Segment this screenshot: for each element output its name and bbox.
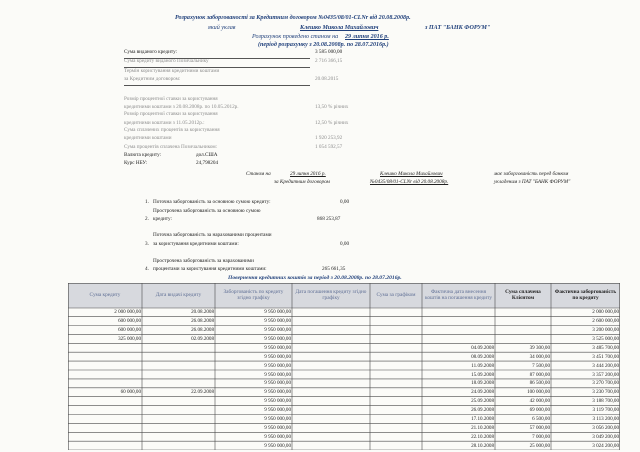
as-of-label: Станом на [246,171,271,177]
table-cell: 9 950 000,00 [264,380,291,387]
table-cell: 9 950 000,00 [264,318,291,325]
table-cell: 26.09.2008 [471,407,494,414]
param-value: 24,798204 [196,160,219,166]
param-value: 3 585 000,00 [315,49,343,55]
table-cell: 9 950 000,00 [264,433,291,440]
contract-number: №0435/08/01-CLNr від 20.08.2008р. [370,179,449,185]
table-cell: 26.08.2008 [191,327,214,333]
table-cell: 3 444 200,00 [592,362,619,369]
table-cell: 2 000 000,00 [592,309,619,316]
contract-prefix: за Кредитним договором [274,179,330,185]
table-cell: 34 000,00 [529,353,550,360]
debt-4-label-a: Прострочена заборгованість за нарахованими [153,258,254,264]
table-cell: 11.09.2008 [471,362,494,369]
param-label: за Кредитним договором: [124,76,181,82]
debt-1-label: Поточна заборгованість за основною сумою кредиту: [153,199,271,205]
param-value: 1 920 253,92 [315,135,343,141]
table-cell: 25.09.2008 [471,398,494,405]
debt-3-value: 0,00 [340,241,350,247]
param-label: кредитними коштами з 11.05.2012р.: [124,120,205,126]
param-label: Розмір процентної ставки за користування [124,111,218,117]
params-underline [124,58,310,59]
table-header-cell: Фактична дата внесення коштів на погашення кредиту [425,288,492,301]
table-cell: 02.09.2008 [191,335,214,342]
table-cell: 60 000,00 [120,389,141,396]
table-cell: 22.10.2008 [471,433,494,440]
table-cell: 2 600 000,00 [592,318,619,325]
debt-2-value: 868 253,87 [317,216,341,222]
calc-period: (період розрахунку з 20.08.2008р. по 28.07.2016р.) [258,42,389,48]
table-header-cell: Фактична заборгованість по кредиту [554,288,617,301]
param-label: Курс НБУ: [124,160,148,166]
table-cell: 25 000,00 [529,442,550,449]
table-cell: 3 024 200,00 [592,442,619,449]
table-cell: 7 500,00 [532,362,550,369]
table-cell: 9 950 000,00 [264,371,291,378]
debt-2-label-b: кредиту: [153,216,172,222]
debt-2-label-a: Прострочена заборгованість за основною сумою [153,208,261,214]
repayment-table [68,283,620,451]
debt-1-num: 1. [145,199,149,205]
table-cell: 3 485 700,00 [592,344,619,351]
table-cell: 9 950 000,00 [264,344,291,351]
table-header-cell: Сума за графіком [376,291,416,298]
table-cell: 17.10.2008 [471,416,494,422]
table-cell: 9 950 000,00 [264,398,291,405]
table-cell: 7 000,00 [532,433,550,440]
debt-4-value: 265 661,35 [322,266,346,272]
debt-4-label-b: процентами за користування кредитними коштами: [153,266,267,272]
table-cell: 9 950 000,00 [264,335,291,342]
debt-4-num: 4. [145,266,149,272]
param-value: дол.США [196,152,218,158]
table-cell: 6 500,00 [532,416,550,422]
param-label: Сума сплачених процентів за користування [124,127,220,133]
table-header-cell: Дата видачі кредиту [155,291,202,298]
table-header-cell: Заборгованість по кредиту згідно графіку [223,288,284,301]
debt-3-label-b: за користування кредитними коштами: [153,241,239,247]
table-cell: 600 000,00 [118,327,141,333]
debt-3-label-a: Поточна заборгованість за нарахованими процентами [153,232,272,238]
bank-name: з ПАТ "БАНК ФОРУМ" [425,25,491,31]
table-cell: 87 000,00 [529,371,550,378]
param-value: 13,50 % річних [315,104,349,110]
param-value: 2 716 366,15 [315,58,343,64]
debt-1-value: 0,00 [340,199,350,205]
table-cell: 600 000,00 [118,318,141,325]
param-value: 12,50 % річних [315,120,349,126]
calc-date: 29 липня 2016 р. [345,34,389,40]
table-cell: 9 950 000,00 [264,407,291,414]
param-label: кредитними коштами з 20.08.2008р. по 10.05.2012р. [124,104,239,110]
param-label: Термін користування кредитними коштами [124,68,220,74]
table-cell: 9 950 000,00 [264,362,291,369]
borrower-prefix: який уклав [208,25,236,31]
table-cell: 69 000,00 [529,407,550,414]
table-cell: 3 188 700,00 [592,398,619,405]
table-cell: 3 357 200,00 [592,371,619,378]
table-cell: 3 113 200,00 [592,416,619,422]
table-cell: 9 950 000,00 [264,416,291,422]
table-cell: 3 230 700,00 [592,389,619,396]
table-cell: 325 000,00 [118,335,141,342]
table-cell: 42 000,00 [529,398,550,405]
table-cell: 3 049 200,00 [592,433,619,440]
table-cell: 15.09.2008 [471,371,494,378]
table-header-cell: Сума кредиту [89,291,121,298]
params-underline [124,85,310,86]
param-label: Сума процентів сплачена Позичальником: [124,144,218,150]
param-label: Розмір процентної ставки за користування [124,96,218,102]
table-cell: 26.08.2008 [191,318,214,325]
as-of-date: 29 липня 2016 р. [290,171,326,177]
debt-2-num: 2. [145,216,149,222]
table-cell: 9 950 000,00 [264,424,291,431]
table-cell: 9 950 000,00 [264,442,291,449]
param-label: Сума виданого кредиту: [124,49,178,55]
table-cell: 3 270 700,00 [592,380,619,387]
table-cell: 04.09.2008 [471,344,494,351]
table-cell: 08.09.2008 [471,353,494,360]
calc-date-prefix: Розрахунок проведено станом на [252,34,339,40]
table-cell: 9 950 000,00 [264,327,291,333]
debt-status-1: має заборгованість перед банком [494,171,569,177]
table-cell: 9 950 000,00 [264,353,291,360]
table-cell: 3 056 200,00 [592,424,619,431]
table-cell: 2 000 000,00 [114,309,141,316]
debt-status-2: укладеним з ПАТ "БАНК ФОРУМ" [494,179,571,185]
table-cell: 20.08.2008 [191,309,214,316]
borrower-name: Клешко Микола Михайлович [300,25,379,31]
table-cell: 100 000,00 [527,389,550,396]
table-cell: 21.10.2008 [471,424,494,431]
param-value: 1 054 592,57 [315,144,343,150]
param-value: 20.08.2015 [315,76,339,82]
table-header-cell: Сума сплачена Клієнтом [505,288,541,301]
table-cell: 3 200 000,00 [592,327,619,333]
table-cell: 24.09.2008 [471,389,494,396]
debt-3-num: 3. [145,241,149,247]
signer-name: Клешко Микола Михайлович [380,171,443,177]
document-title: Розрахунок заборгованості за Кредитним договором №0435/08/01-CLNr від 20.08.2008р. [175,15,411,21]
table-cell: 9 950 000,00 [264,309,291,316]
table-cell: 9 950 000,00 [264,389,291,396]
table-cell: 3 119 700,00 [592,407,619,414]
param-label: Валюта кредиту: [124,152,162,158]
table-cell: 3 451 700,00 [592,353,619,360]
table-cell: 3 525 000,00 [592,335,619,342]
table-header-cell: Дата погашення кредиту згідно графіку [295,288,367,301]
table-cell: 39 300,00 [529,344,550,351]
table-cell: 18.09.2008 [471,380,494,387]
table-title: Повернення кредитних коштів за період з 20.08.2008р. по 28.07.2016р. [228,275,402,281]
table-cell: 86 500,00 [529,380,550,387]
table-cell: 57 000,00 [529,424,550,431]
param-label: кредитними коштами [124,135,172,141]
table-cell: 22.09.2008 [191,389,214,396]
param-label: Сума кредиту виданого Позичальнику [124,58,209,64]
table-cell: 28.10.2008 [471,442,494,449]
params-underline [124,67,310,68]
